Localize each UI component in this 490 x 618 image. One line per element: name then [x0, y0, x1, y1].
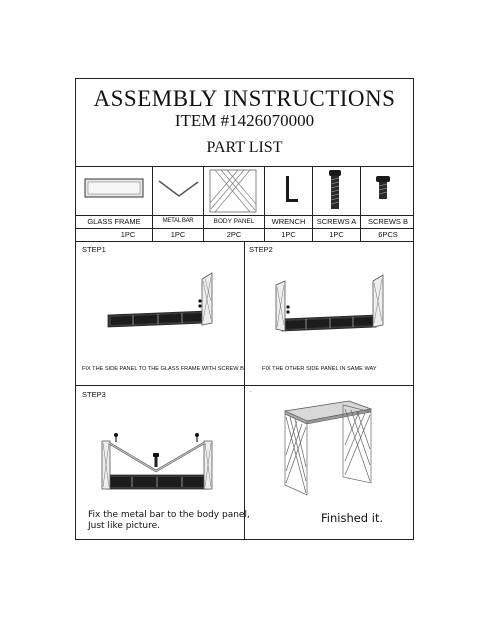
step-1-label: STEP1: [82, 245, 106, 254]
part-qty: 1PC: [329, 230, 344, 239]
glass-frame-icon: [84, 178, 144, 198]
step-2-label: STEP2: [249, 245, 273, 254]
part-name: METAL BAR: [162, 218, 194, 224]
instruction-sheet: [75, 78, 414, 540]
part-name: WRENCH: [271, 217, 306, 226]
divider: [76, 215, 413, 216]
step-3-caption-line-1: Fix the metal bar to the body panel,: [88, 510, 250, 520]
step-2-caption: FIX THE OTHER SIDE PANEL IN SAME WAY: [262, 366, 377, 372]
part-qty: 2PC: [226, 230, 242, 239]
divider: [244, 241, 245, 539]
step-3-caption-line-2: Just like picture.: [88, 521, 161, 531]
part-name: SCREWS A: [316, 217, 357, 226]
divider: [76, 228, 413, 229]
screw-a-icon: [328, 169, 342, 211]
step-2-illustration: [272, 273, 386, 335]
screw-b-icon: [376, 175, 390, 201]
step-3-label: STEP3: [82, 390, 106, 399]
finished-caption: Finished it.: [321, 511, 384, 525]
wrench-icon: [282, 175, 300, 205]
part-name: BODY PANEL: [213, 218, 255, 225]
step-3-illustration: [100, 431, 216, 495]
part-qty: 6PCS: [378, 230, 398, 239]
item-number: ITEM #1426070000: [174, 111, 315, 130]
page-title: ASSEMBLY INSTRUCTIONS: [93, 86, 396, 111]
part-qty: 1PC: [281, 230, 296, 239]
body-panel-icon: [205, 167, 262, 214]
part-name: GLASS FRAME: [87, 217, 141, 226]
part-qty: 1PC: [120, 230, 136, 239]
part-name: SCREWS B: [367, 217, 408, 226]
step-4-label: .: [250, 388, 252, 394]
part-qty: 1PC: [170, 230, 186, 239]
step-1-caption: FIX THE SIDE PANEL TO THE GLASS FRAME WITH SCREW B: [82, 366, 244, 372]
part-list-heading: PART LIST: [206, 139, 283, 156]
step-1-illustration: [106, 271, 216, 333]
metal-bar-icon: [158, 179, 200, 199]
finished-table-illustration: [281, 399, 373, 497]
divider: [76, 385, 413, 386]
